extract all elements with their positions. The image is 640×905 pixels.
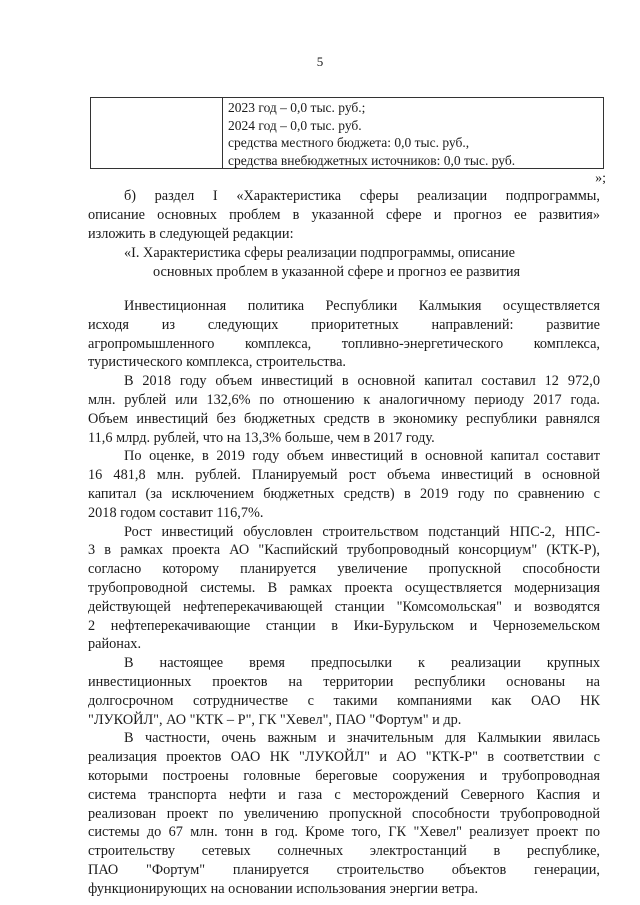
table-line: 2023 год – 0,0 тыс. руб.; [228,100,366,115]
section-title-line: «I. Характеристика сферы реализации подпрограммы, описание [124,245,515,261]
paragraph [88,372,600,447]
text-line: действующей нефтеперекачивающей станции "Комсомольская" и возводятся [88,598,600,615]
text-line: реализован проект по увеличению пропускной способности трубопроводной [88,805,600,822]
text-line: В настоящее время предпосылки к реализации крупных [124,655,600,672]
text-line: "ЛУКОЙЛ", АО "КТК – Р", ГК "Хевел", ПАО "Фортум" и др. [88,711,462,728]
paragraph [88,297,600,372]
text-line: долгосрочном сотрудничестве с такими компаниями как ОАО НК [88,692,600,709]
table-line: 2024 год – 0,0 тыс. руб. [228,117,362,133]
text-line: система транспорта нефти и газа с месторождений Северного Каспия и [88,786,600,803]
text-line: Инвестиционная политика Республики Калмыкия осуществляется [124,298,600,314]
text-line: Рост инвестиций обусловлен строительством подстанций НПС-2, НПС- [124,523,600,540]
amendment-intro [88,187,600,243]
text-line: 3 в рамках проекта АО "Каспийский трубопроводный консорциум" (КТК-Р), [88,542,600,559]
section-title [124,244,604,282]
text-line: 16 481,8 млн. рублей. Планируемый рост объема инвестиций в основной [88,467,600,484]
text-line: агропромышленного комплекса, топливно-энергетического комплекса, [88,335,600,352]
text-line: районах. [88,636,142,653]
text-line: исходя из следующих приоритетных направлений: развитие [88,316,600,333]
table-empty-cell [91,98,223,168]
table-funding-cell [228,99,599,169]
text-line: согласно которому планируется увеличение пропускной способности [88,561,600,578]
paragraph [88,654,600,729]
table-closing-quote: »; [595,171,606,186]
text-line: 2018 годом составит 116,7%. [88,504,264,521]
text-line: ПАО "Фортум" планируется строительство объектов генерации, [88,861,600,878]
text-line: инвестиционных проектов на территории республики основаны на [88,673,600,690]
text-line: изложить в следующей редакции: [88,225,294,242]
text-line: В частности, очень важным и значительным для Калмыкии явилась [124,730,600,747]
budget-table [90,97,604,169]
paragraph [88,523,600,655]
paragraph [88,729,600,898]
text-line: реализация проектов ОАО НК "ЛУКОЙЛ" и АО "КТК-Р" в соответствии с [88,749,600,766]
text-line: строительству сетевых солнечных электростанций в республике, [88,843,600,860]
text-line: туристического комплекса, строительства. [88,354,347,371]
text-line: 11,6 млрд. рублей, что на 13,3% больше, чем в 2017 году. [88,429,435,446]
text-line: Объем инвестиций без бюджетных средств в экономику республики равнялся [88,410,600,427]
text-line: которыми построены головные береговые сооружения и трубопроводная [88,767,600,784]
section-title-line: основных проблем в указанной сфере и прогноз ее развития [153,263,521,280]
text-line: По оценке, в 2019 году объем инвестиций в основной капитал составит [124,448,600,465]
body-text [88,297,600,899]
text-line: В 2018 году объем инвестиций в основной капитал составил 12 972,0 [124,373,600,390]
text-line: млн. рублей или 132,6% по отношению к аналогичному периоду 2017 года. [88,391,600,408]
text-line: функционирующих на основании использования энергии ветра. [88,880,479,897]
paragraph [88,447,600,522]
text-line: трубопроводной системы. В рамках проекта осуществляется модернизация [88,579,600,596]
text-line: капитал (за исключением бюджетных средств) в 2019 году по сравнению с [88,485,600,502]
page-number: 5 [316,54,324,69]
text-line: системы до 67 млн. тонн в год. Кроме того, ГК "Хевел" реализует проект по [88,824,600,841]
text-line: 2 нефтеперекачивающие станции в Ики-Бурульском и Черноземельском [88,617,600,634]
text-line: описание основных проблем в указанной сфере и прогноз ее развития» [88,206,600,223]
text-line: б) раздел I «Характеристика сферы реализации подпрограммы, [124,188,600,204]
table-line: средства местного бюджета: 0,0 тыс. руб., [228,135,470,150]
table-line: средства внебюджетных источников: 0,0 тыс. руб. [228,152,516,168]
